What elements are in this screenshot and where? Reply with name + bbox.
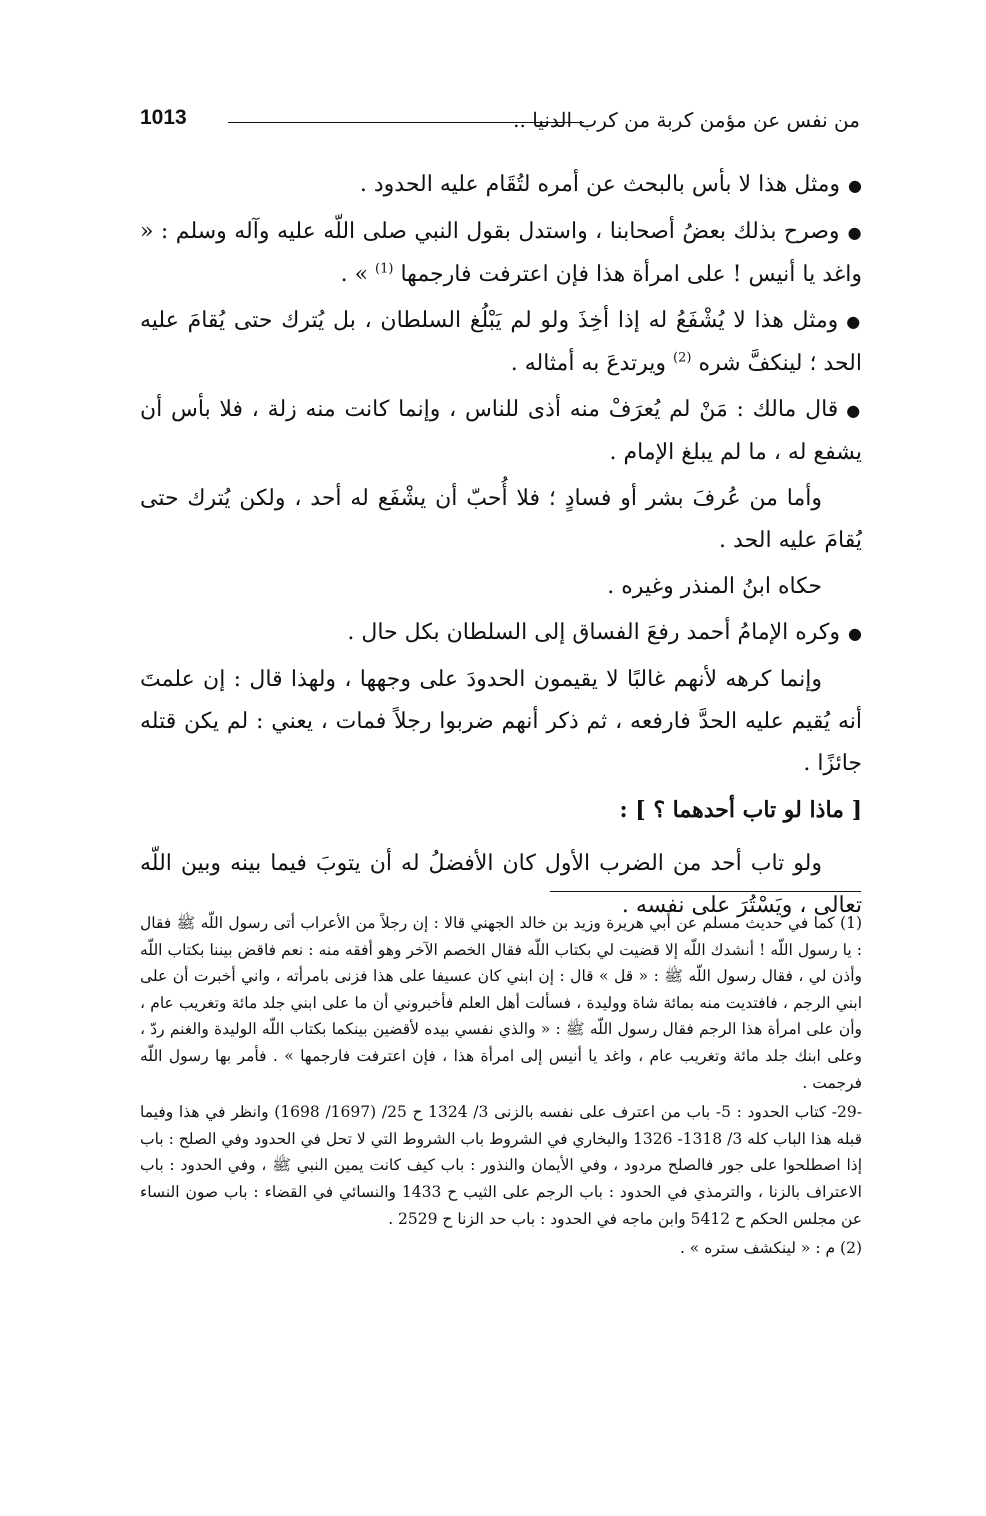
paragraph: ولو تاب أحد من الضرب الأول كان الأفضلُ له أن يتوبَ فيما بينه وبين اللّه تعالى ، ويَسْتُرَ على نفسه . bbox=[140, 851, 862, 918]
paragraph: ●ومثل هذا لا بأس بالبحث عن أمره لتُقَام عليه الحدود . bbox=[359, 172, 862, 197]
paragraph: حكاه ابنُ المنذر وغيره . bbox=[607, 574, 822, 599]
paragraph: وأما من عُرفَ بشر أو فسادٍ ؛ فلا أُحبّ أن يشْفَع له أحد ، ولكن يُترك حتى يُقامَ عليه الحد . bbox=[140, 486, 862, 553]
paragraph: ●وكره الإمامُ أحمد رفعَ الفساق إلى السلطان بكل حال . bbox=[347, 620, 862, 645]
paragraph: وإنما كرهه لأنهم غالبًا لا يقيمون الحدودَ على وجهها ، ولهذا قال : إن علمتَ أنه يُقيم عليه الحدَّ فارفعه ، ثم ذكر أنهم ضربوا رجلاً فمات ، يعني : لم يكن قتله جائزًا . bbox=[140, 667, 862, 776]
running-title: من نفس عن مؤمن كربة من كرب الدنيا .. bbox=[513, 108, 860, 132]
footnote-ref[interactable]: (2) bbox=[673, 350, 692, 366]
paragraph: ●وصرح بذلك بعضُ أصحابنا ، واستدل بقول النبي صلى اللّه عليه وآله وسلم : « واغد يا أنيس ! على امرأة هذا فإن اعترفت فارجمها $^{(1)}$ » . bbox=[140, 219, 862, 287]
bullet-icon: ● bbox=[848, 176, 862, 195]
page-header bbox=[140, 100, 860, 140]
footnote: (1) كما في حديث مسلم عن أبي هريرة وزيد بن خالد الجهني قالا : إن رجلاً من الأعراب أتى رسول اللّه ﷺ فقال : يا رسول اللّه ! أنشدك اللّه إلا قضيت لي بكتاب اللّه فقال الخصم الآخر وهو أفقه منه : نعم فاقض بيننا بكتاب اللّه وأذن لي ، فقال رسول اللّه ﷺ : « قل » قال : إن ابني كان عسيفا على هذا فزنى بامرأته ، واني أخبرت أن على ابني الرجم ، فافتديت منه بمائة شاة ووليدة ، فسألت أهل العلم فأخبروني أن ما على ابني جلد مائة وتغريب عام ، وأن على امرأة هذا الرجم فقال رسول اللّه ﷺ : « والذي نفسي بيده لأقضين بينكما بكتاب اللّه الوليدة والغنم ردّ ، وعلى ابنك جلد مائة وتغريب عام ، واغد يا أنيس إلى امرأة هذا ، فإن اعترفت فارجمها » . فأمر بها رسول اللّه فرجمت . bbox=[140, 914, 862, 1092]
footnote: (2) م : « لينكشف ستره » . bbox=[679, 1239, 862, 1258]
footnote-divider bbox=[550, 891, 861, 892]
page-number: 1013 bbox=[140, 106, 187, 129]
header-rule bbox=[228, 122, 584, 123]
bullet-icon: ● bbox=[846, 401, 863, 420]
section-heading: [ ماذا لو تاب أحدهما ؟ ] : bbox=[619, 797, 862, 823]
footnotes bbox=[140, 910, 862, 1265]
paragraph: ●قال مالك : مَنْ لم يُعرَفْ منه أذى للناس ، وإنما كانت منه زلة ، فلا بأس أن يشفع له ، ما لم يبلغ الإمام . bbox=[140, 397, 863, 465]
main-text bbox=[140, 164, 862, 931]
bullet-icon: ● bbox=[847, 223, 862, 242]
footnote-reference: -29- كتاب الحدود : 5- باب من اعترف على نفسه بالزنى 3/ 1324 ح 25/ (1697/ 1698) وانظر في هذا وفيما قبله هذا الباب كله 3/ 1318- 1326 والبخاري في الشروط باب الشروط التي لا تحل في الحدود وفي الصلح : باب إذا اصطلحوا على جور فالصلح مردود ، وفي الأيمان والنذور : باب كيف كانت يمين النبي ﷺ ، وفي الحدود : باب الاعتراف بالزنا ، والترمذي في الحدود : باب الرجم على الثيب ح 1433 والنسائي في القضاء : باب صون النساء عن مجلس الحكم ح 5412 وابن ماجه في الحدود : باب حد الزنا ح 2529 . bbox=[140, 1103, 863, 1228]
paragraph: ●ومثل هذا لا يُشْفَعُ له إذا أخِذَ ولو لم يَبْلُغ السلطان ، بل يُترك حتى يُقامَ عليه الحد ؛ لينكفَّ شره $^{(2)}$ ويرتدعَ به أمثاله . bbox=[140, 308, 863, 376]
bullet-icon: ● bbox=[846, 312, 863, 331]
footnote-ref[interactable]: (1) bbox=[375, 261, 394, 277]
bullet-icon: ● bbox=[848, 624, 862, 643]
